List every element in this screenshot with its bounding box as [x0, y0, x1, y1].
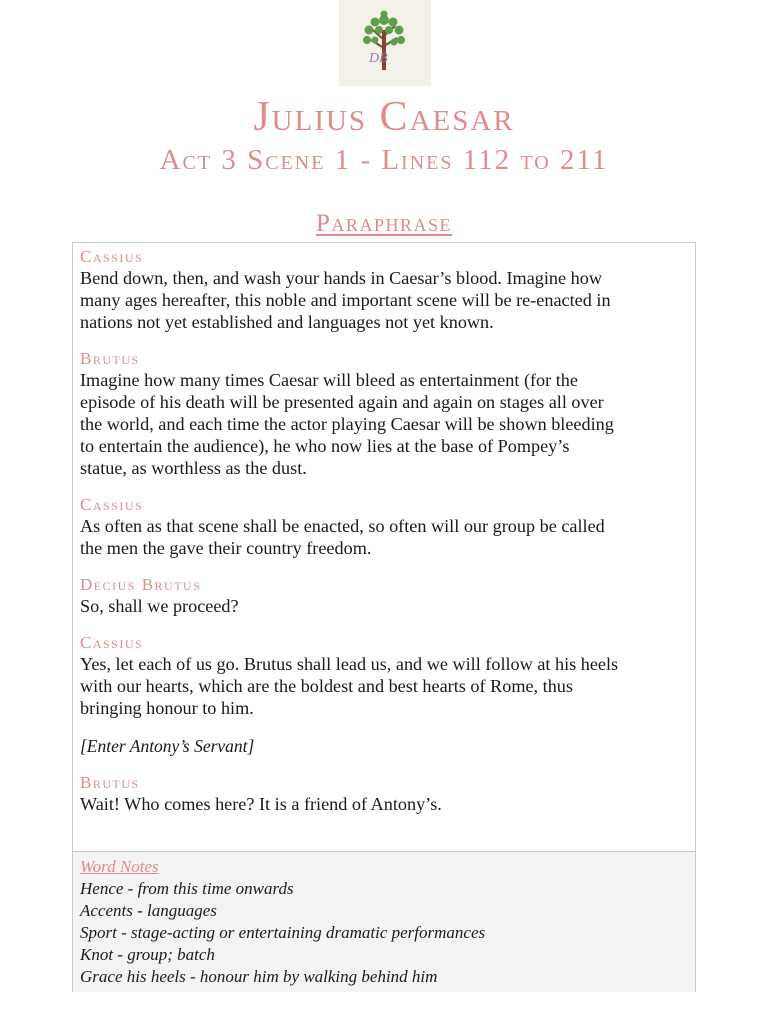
speech-line: to entertain the audience), he who now lies at the base of Pompey’s [80, 436, 570, 456]
speech-line: As often as that scene shall be enacted, so often will our group be called [80, 516, 605, 536]
speaker-name: Brutus [80, 349, 140, 368]
page-subtitle: Act 3 Scene 1 - Lines 112 to 211 [159, 144, 609, 176]
speech-line: Imagine how many times Caesar will bleed as entertainment (for the [80, 370, 578, 390]
tree-logo-icon [339, 0, 431, 86]
speech [80, 575, 692, 617]
speech-line: Bend down, then, and wash your hands in Caesar’s blood. Imagine how [80, 268, 602, 288]
speech [80, 773, 692, 815]
speech-line: the world, and each time the actor playing Caesar will be shown bleeding [80, 414, 614, 434]
stage-direction: [Enter Antony’s Servant] [80, 736, 255, 756]
word-note: Grace his heels - honour him by walking behind him [80, 967, 438, 986]
page-title: Julius Caesar [253, 94, 515, 140]
speech-line: nations not yet established and languages not yet known. [80, 312, 494, 332]
logo [339, 0, 431, 86]
speech-line: the men the gave their country freedom. [80, 538, 372, 558]
speech [80, 495, 692, 559]
paraphrase-box [72, 242, 696, 992]
word-notes-title: Word Notes [80, 857, 159, 876]
speech [80, 633, 692, 719]
speech-line: Yes, let each of us go. Brutus shall lead us, and we will follow at his heels [80, 654, 619, 674]
speaker-name: Cassius [80, 495, 144, 514]
word-note: Knot - group; batch [80, 945, 215, 964]
speech-line: many ages hereafter, this noble and important scene will be re-enacted in [80, 290, 611, 310]
speech-line: episode of his death will be presented again and again on stages all over [80, 392, 604, 412]
speech [80, 247, 692, 333]
speaker-name: Cassius [80, 633, 144, 652]
speaker-name: Decius Brutus [80, 575, 202, 594]
speech-line: statue, as worthless as the dust. [80, 458, 307, 478]
word-note: Sport - stage-acting or entertaining dramatic performances [80, 923, 486, 942]
speech-line: bringing honour to him. [80, 698, 254, 718]
speaker-name: Cassius [80, 247, 144, 266]
speaker-name: Brutus [80, 773, 140, 792]
section-heading: Paraphrase [316, 210, 452, 237]
logo-letters: DB [369, 51, 388, 66]
word-notes-panel [73, 851, 695, 992]
speech-line: with our hearts, which are the boldest and best hearts of Rome, thus [80, 676, 573, 696]
word-note: Hence - from this time onwards [80, 879, 294, 898]
speech [80, 349, 692, 479]
word-note: Accents - languages [80, 901, 217, 920]
paraphrase-content [80, 247, 692, 831]
speech-line: Wait! Who comes here? It is a friend of Antony’s. [80, 794, 442, 814]
speech-line: So, shall we proceed? [80, 596, 239, 616]
